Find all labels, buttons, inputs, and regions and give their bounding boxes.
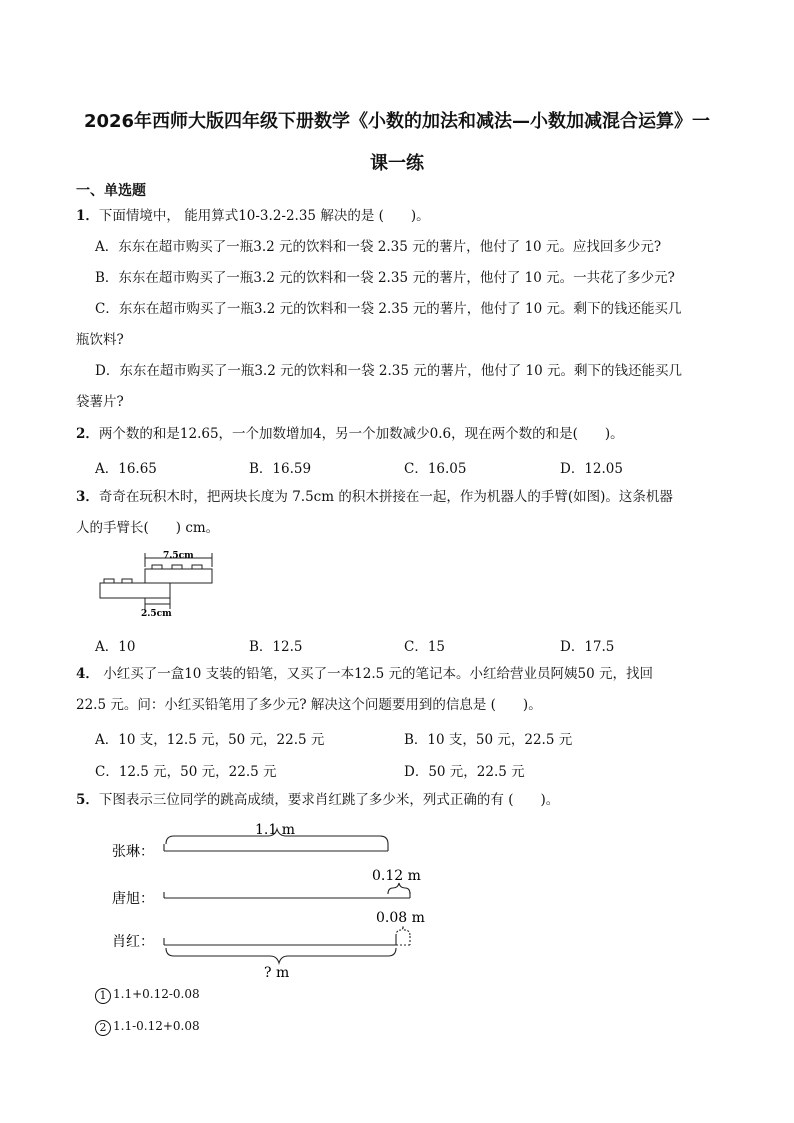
unknown-height-label: ? m: [264, 965, 290, 981]
q2-option-a: A．16.65: [95, 461, 157, 477]
q2-option-b: B．16.59: [249, 461, 312, 477]
question-4: [76, 665, 653, 683]
total-height-label: 1.1 m: [255, 822, 295, 838]
document-title-line2: 课一练: [370, 153, 424, 174]
question-stem: 下图表示三位同学的跳高成绩，要求肖红跳了多少米，列式正确的有 ( )。: [98, 792, 560, 808]
section-heading: 一、单选题: [76, 183, 146, 199]
q1-option-d-cont: 袋薯片?: [76, 394, 124, 410]
question-3-cont: 人的手臂长( ) cm。: [76, 520, 220, 536]
difference-label-1: 0.12 m: [372, 868, 421, 884]
student-name-tangxu: 唐旭：: [112, 891, 154, 907]
q4-option-a: A．10 支，12.5 元，50 元，22.5 元: [95, 732, 325, 748]
question-number: 3．: [76, 489, 99, 505]
q4-option-c: C．12.5 元，50 元，22.5 元: [95, 764, 277, 780]
question-2: [76, 425, 624, 443]
choice-expression: 1.1+0.12-0.08: [113, 987, 200, 1001]
circled-number: 2: [95, 1020, 111, 1036]
student-name-xiaohong: 肖红：: [112, 934, 154, 950]
q3-option-b: B．12.5: [249, 639, 303, 655]
question-number: 1．: [76, 208, 99, 224]
choice-expression: 1.1-0.12+0.08: [113, 1019, 200, 1033]
question-3: [76, 488, 673, 506]
question-5: [76, 791, 559, 809]
q4-option-b: B．10 支，50 元，22.5 元: [404, 732, 573, 748]
question-stem: 小红买了一盒10 支装的铅笔，又买了一本12.5 元的笔记本。小红给营业员阿姨50 元，找回: [98, 666, 653, 682]
question-stem: 下面情境中， 能用算式10-3.2-2.35 解决的是 ( )。: [98, 208, 430, 224]
question-number: 4．: [76, 666, 99, 682]
q4-option-d: D．50 元，22.5 元: [404, 764, 525, 780]
q1-option-b: B．东东在超市购买了一瓶3.2 元的饮料和一袋 2.35 元的薯片，他付了 10 元。一共花了多少元?: [95, 270, 675, 286]
q2-option-c: C．16.05: [404, 461, 467, 477]
blocks-figure: [95, 547, 225, 622]
student-name-zhanglin: 张琳：: [112, 844, 154, 860]
question-4-cont: 22.5 元。问：小红买铅笔用了多少元? 解决这个问题要用到的信息是 ( )。: [76, 697, 542, 713]
circled-number: 1: [95, 988, 111, 1004]
question-1: [76, 207, 430, 225]
blocks-length-label: 7.5cm: [163, 551, 194, 561]
high-jump-figure: [108, 816, 448, 981]
document-title-line1: 2026年西师大版四年级下册数学《小数的加法和减法—小数加减混合运算》一: [83, 111, 711, 132]
q1-option-c-cont: 瓶饮料?: [76, 332, 124, 348]
q2-option-d: D．12.05: [560, 461, 623, 477]
q3-option-a: A．10: [95, 639, 136, 655]
q5-choice-2: [95, 1019, 200, 1036]
question-number: 2．: [76, 426, 99, 442]
difference-label-2: 0.08 m: [376, 910, 425, 926]
question-number: 5．: [76, 792, 99, 808]
question-stem: 奇奇在玩积木时，把两块长度为 7.5cm 的积木拼接在一起，作为机器人的手臂(如图)。这条机器: [98, 489, 673, 505]
overlap-length-label: 2.5cm: [141, 609, 172, 619]
q1-option-a: A．东东在超市购买了一瓶3.2 元的饮料和一袋 2.35 元的薯片，他付了 10 元。应找回多少元?: [95, 239, 662, 255]
q1-option-d: D．东东在超市购买了一瓶3.2 元的饮料和一袋 2.35 元的薯片，他付了 10 元。剩下的钱还能买几: [95, 363, 682, 379]
q5-choice-1: [95, 987, 200, 1004]
q1-option-c: C．东东在超市购买了一瓶3.2 元的饮料和一袋 2.35 元的薯片，他付了 10 元。剩下的钱还能买几: [95, 301, 682, 317]
question-stem: 两个数的和是12.65，一个加数增加4，另一个加数减少0.6，现在两个数的和是( )。: [98, 426, 624, 442]
q3-option-d: D．17.5: [560, 639, 615, 655]
q3-option-c: C．15: [404, 639, 446, 655]
